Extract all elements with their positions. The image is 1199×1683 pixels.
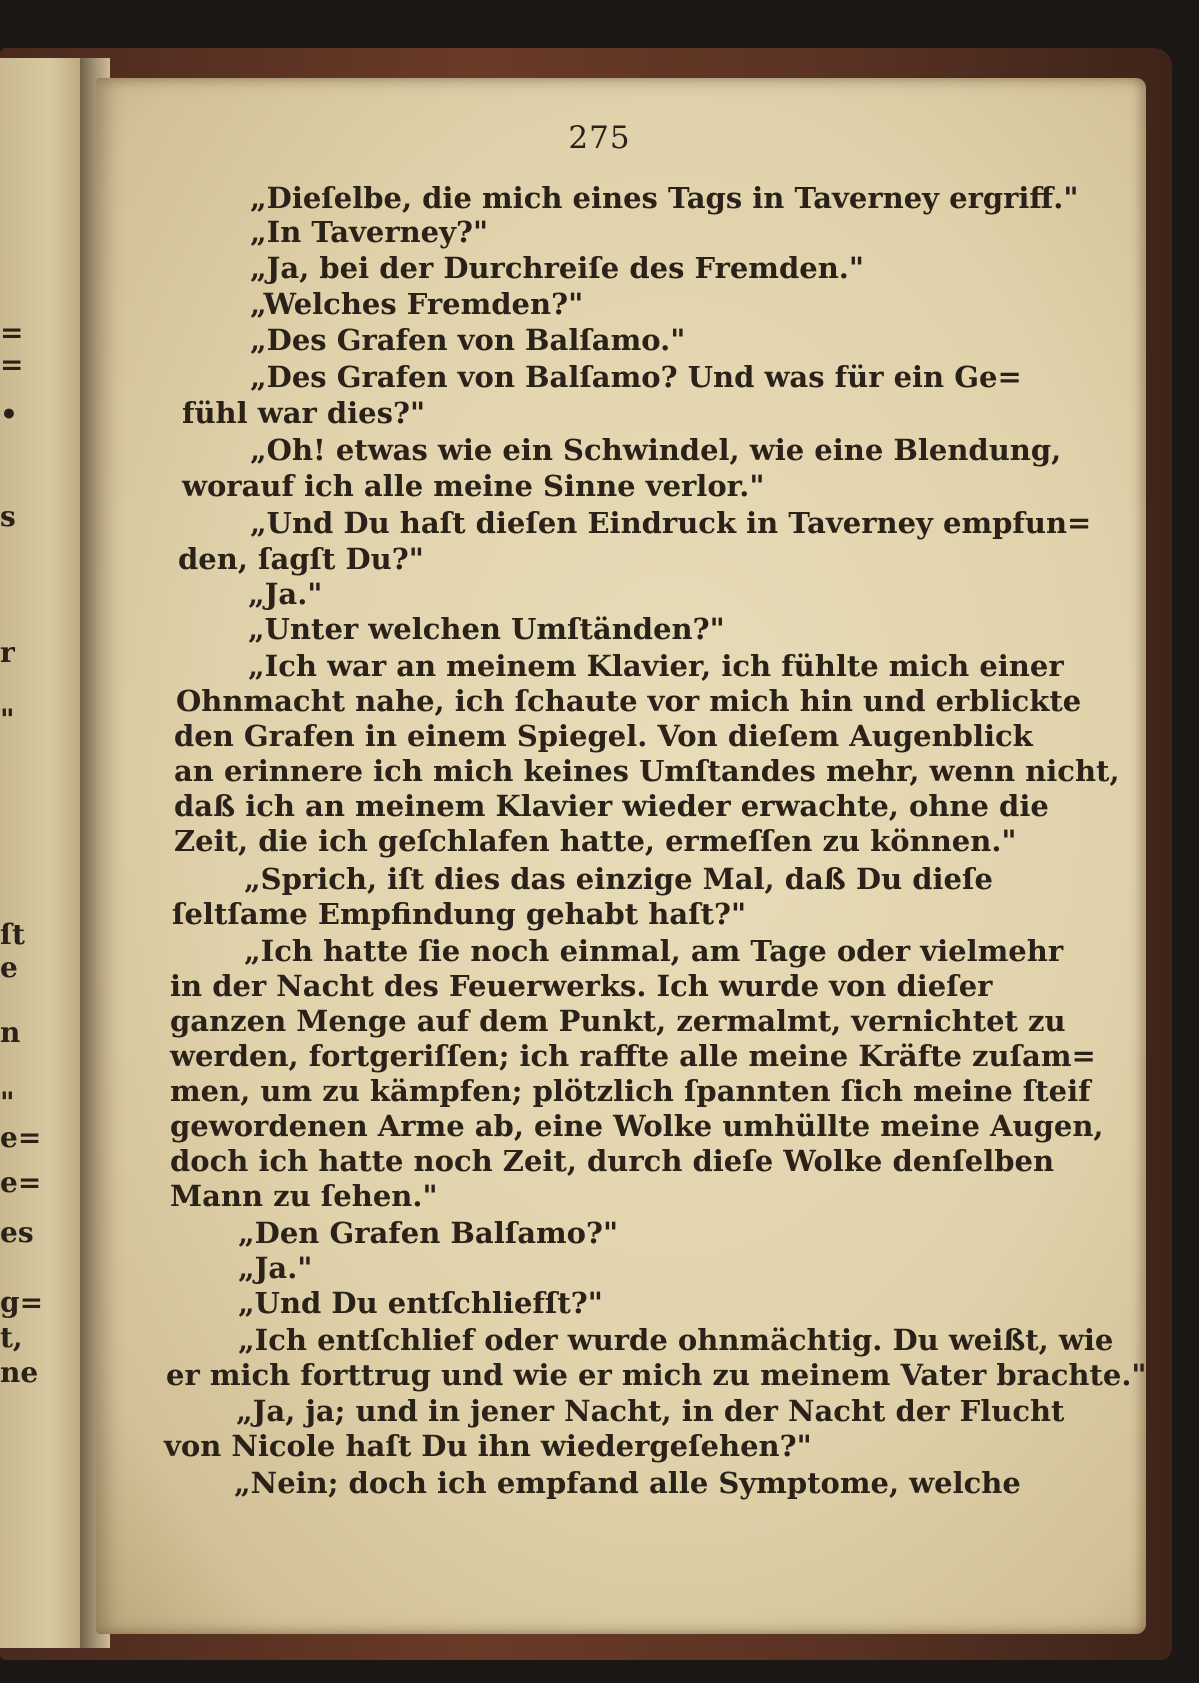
text-line: „Und Du entſchliefſt?" [238,1286,603,1320]
text-line: „Unter welchen Umſtänden?" [248,612,725,646]
text-line: Mann zu ſehen." [170,1179,438,1213]
text-line: den Grafen in einem Spiegel. Von dieſem Augenblick [174,719,1033,753]
text-line: „Und Du haſt dieſen Eindruck in Taverney empfun= [250,506,1092,540]
left-page-fragment: ne [0,1356,39,1389]
text-line: „In Taverney?" [250,215,489,249]
text-line: „Nein; doch ich empfand alle Symptome, welche [234,1466,1021,1500]
left-page-fragment: e [0,951,18,984]
left-page-fragment: e= [0,1166,42,1199]
text-line: „Welches Fremden?" [250,287,584,321]
text-line: „Ich entſchlief oder wurde ohnmächtig. Du weißt, wie [238,1323,1114,1357]
text-line: „Sprich, iſt dies das einzige Mal, daß Du dieſe [244,862,993,896]
left-page-fragment: r [0,636,15,669]
text-line: „Ja, bei der Durchreiſe des Fremden." [250,251,865,285]
text-line: „Ja." [238,1251,313,1285]
text-line: „Den Grafen Balſamo?" [238,1216,619,1250]
text-line: „Ja, ja; und in jener Nacht, in der Nacht der Flucht [236,1394,1065,1428]
text-line: den, ſagſt Du?" [178,542,424,576]
text-line: men, um zu kämpfen; plötzlich ſpannten ſich meine ſteif [170,1074,1091,1108]
text-line: „Des Grafen von Balſamo? Und was für ein Ge= [250,360,1022,394]
text-line: „Des Grafen von Balſamo." [250,323,686,357]
left-page-fragment: • [0,398,18,431]
text-line: „Ich war an meinem Klavier, ich fühlte mich einer [248,649,1064,683]
left-page-fragment: t, [0,1321,23,1354]
text-line: „Ich hatte ſie noch einmal, am Tage oder vielmehr [244,934,1064,968]
left-page-fragment: = [0,348,24,381]
text-line: „Dieſelbe, die mich eines Tags in Taverney ergriff." [250,181,1079,215]
text-line: er mich forttrug und wie er mich zu meinem Vater brachte." [166,1358,1147,1392]
left-page-fragment: s [0,500,16,533]
left-page-fragment: " [0,1086,15,1119]
text-line: Ohnmacht nahe, ich ſchaute vor mich hin und erblickte [176,684,1082,718]
left-page-fragment: e= [0,1121,42,1154]
text-line: „Ja." [248,577,323,611]
left-page-fragment: g= [0,1286,44,1319]
left-page-fragment: es [0,1216,34,1249]
left-page-fragment: " [0,703,15,736]
text-line: gewordenen Arme ab, eine Wolke umhüllte meine Augen, [170,1109,1104,1143]
text-line: „Oh! etwas wie ein Schwindel, wie eine Blendung, [250,433,1062,467]
text-line: an erinnere ich mich keines Umſtandes mehr, wenn nicht, [174,754,1120,788]
left-page-fragment: n [0,1016,21,1049]
text-line: von Nicole haſt Du ihn wiedergeſehen?" [164,1429,812,1463]
text-line: in der Nacht des Feuerwerks. Ich wurde von dieſer [170,969,993,1003]
text-line: daß ich an meinem Klavier wieder erwachte, ohne die [174,789,1049,823]
text-line: Zeit, die ich geſchlafen hatte, ermeſſen zu können." [174,824,1017,858]
text-line: doch ich hatte noch Zeit, durch dieſe Wolke denſelben [170,1144,1055,1178]
text-line: ſeltſame Empfindung gehabt haſt?" [172,897,747,931]
page-number: 275 [568,120,631,156]
text-line: fühl war dies?" [182,396,426,430]
left-page-fragment: ſt [0,918,25,951]
text-line: ganzen Menge auf dem Punkt, zermalmt, vernichtet zu [170,1004,1066,1038]
text-line: werden, fortgeriſſen; ich raffte alle meine Kräfte zuſam= [170,1039,1096,1073]
left-page-fragment: = [0,316,24,349]
text-line: worauf ich alle meine Sinne verlor." [182,469,765,503]
